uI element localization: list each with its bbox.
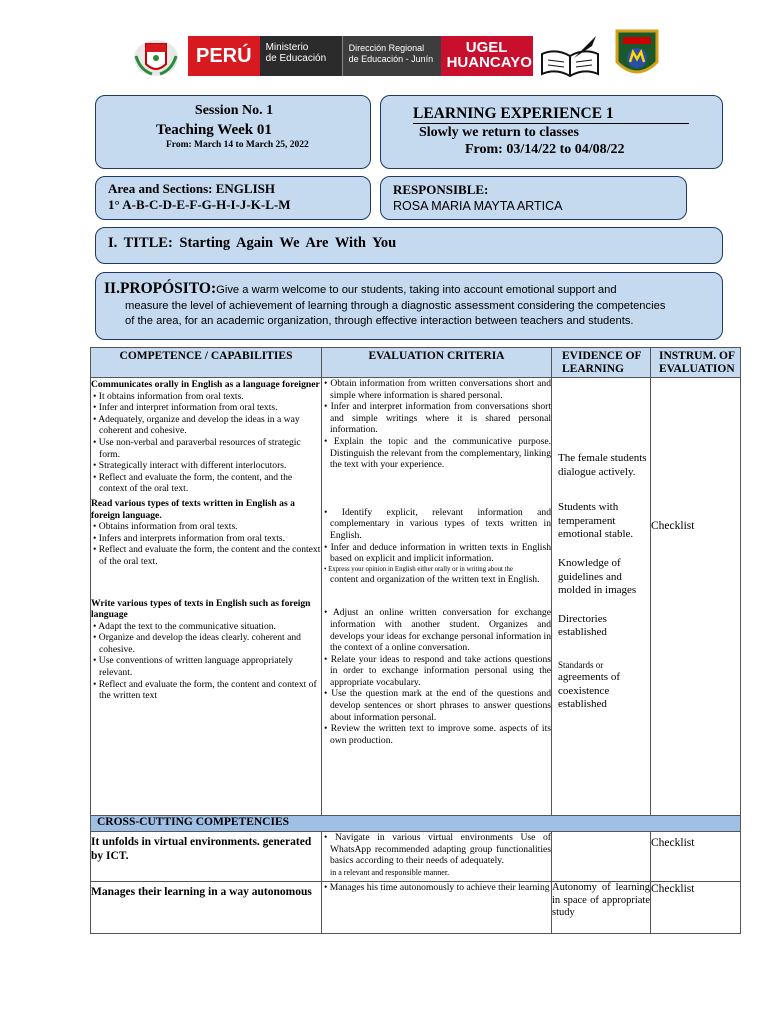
list-item: • Review the written text to improve some. aspects of its own production. bbox=[324, 723, 551, 746]
competence-1-title: Communicates orally in English as a language foreigner bbox=[91, 379, 320, 390]
list-item: • Express your opinion in English either orally or in writing about the bbox=[324, 565, 513, 573]
session-box bbox=[95, 95, 371, 169]
ugel-label: UGEL HUANCAYO bbox=[441, 36, 533, 76]
cross-row-2 bbox=[91, 882, 741, 934]
criteria-cell bbox=[322, 378, 552, 816]
evidence-3: Knowledge of guidelines and molded in images bbox=[558, 556, 637, 597]
evidence-cell bbox=[552, 378, 651, 816]
header-evidence: EVIDENCE OF LEARNING bbox=[552, 348, 651, 378]
session-dates: From: March 14 to March 25, 2022 bbox=[166, 140, 309, 150]
cross-row-1 bbox=[91, 832, 741, 882]
list-item: • Infer and interpret information from conversations short and simple writings where it is shared personal information. bbox=[324, 401, 552, 436]
cross-cutting-title: CROSS-CUTTING COMPETENCIES bbox=[91, 816, 322, 832]
list-item: • Reflect and evaluate the form, the content, and the context of the oral text. bbox=[93, 471, 293, 495]
list-item: • Identify explicit, relevant information and complementary in various types of texts written in English. bbox=[324, 506, 551, 541]
page-title: I. TITLE: Starting Again We Are With You bbox=[108, 235, 397, 251]
purpose-label: II.PROPÓSITO: bbox=[104, 280, 217, 297]
purpose-text-2: measure the level of achievement of learning through a diagnostic assessment considering the competencies bbox=[125, 300, 666, 312]
evidence-6: agreements of coexistence established bbox=[558, 670, 620, 711]
purpose-text-1: Give a warm welcome to our students, taking into account emotional support and bbox=[216, 284, 617, 296]
competence-3-title: Write various types of texts in English such as foreign language bbox=[91, 597, 311, 621]
competence-cell bbox=[91, 378, 322, 816]
list-item: • Reflect and evaluate the form, the content and context of the written text bbox=[93, 678, 317, 702]
purpose-line-1 bbox=[104, 280, 617, 298]
cross-2-criteria-text: Manages his time autonomously to achieve their learning bbox=[329, 882, 550, 893]
evidence-4: Directories established bbox=[558, 612, 607, 639]
book-quill-icon bbox=[538, 34, 602, 80]
experience-dates: From: 03/14/22 to 04/08/22 bbox=[465, 142, 625, 157]
competence-table bbox=[90, 347, 741, 934]
area-line-1: Area and Sections: ENGLISH bbox=[108, 181, 275, 196]
purpose-box bbox=[95, 272, 723, 340]
experience-title: LEARNING EXPERIENCE 1 bbox=[413, 105, 689, 124]
header-instrument: INSTRUM. OF EVALUATION bbox=[651, 348, 741, 378]
direccion-regional-label: Dirección Regional de Educación - Junín bbox=[342, 36, 441, 76]
peru-coat-of-arms-icon bbox=[132, 36, 180, 78]
list-item: • Infer and deduce information in written texts in English based on explicit and implicit information. bbox=[324, 541, 552, 565]
header-competence: COMPETENCE / CAPABILITIES bbox=[91, 348, 322, 378]
instrument-cell bbox=[651, 378, 741, 816]
list-item: • Obtain information from written conversations short and simple where information is shared personal. bbox=[324, 378, 551, 401]
purpose-text-3: of the area, for an academic organization, through effective interaction between teachers and students. bbox=[125, 315, 634, 327]
session-number: Session No. 1 bbox=[194, 103, 274, 118]
cross-1-evidence bbox=[552, 832, 651, 882]
list-item: • Infer and interpret information from oral texts. bbox=[93, 402, 278, 414]
evidence-5: Standards or bbox=[558, 659, 604, 670]
learning-experience-box bbox=[380, 95, 723, 169]
instrument-label: Checklist bbox=[651, 520, 695, 532]
list-item: • Relate your ideas to respond and take actions questions in order to exchange information personal using the appropriate vocabulary. bbox=[324, 653, 551, 688]
criteria-continuation: content and organization of the written text in English. bbox=[330, 573, 540, 585]
list-item: • Strategically interact with different interlocutors. bbox=[93, 460, 287, 472]
header-criteria: EVALUATION CRITERIA bbox=[322, 348, 552, 378]
list-item: • Adequately, organize and develop the ideas in a way coherent and cohesive. bbox=[93, 413, 300, 437]
list-item: • Explain the topic and the communicative purpose. Distinguish the relevant from the complementary, linking the text with your experience. bbox=[324, 435, 552, 471]
evidence-1: The female students dialogue actively. bbox=[558, 452, 647, 478]
cross-2-criteria: • Manages his time autonomously to achieve their learning bbox=[322, 882, 552, 934]
cross-2-evidence: Autonomy of learning in space of appropriate study bbox=[552, 882, 651, 934]
experience-subtitle: Slowly we return to classes bbox=[419, 125, 579, 140]
area-line-2: 1° A-B-C-D-E-F-G-H-I-J-K-L-M bbox=[108, 197, 291, 212]
cross-1-competence: It unfolds in virtual environments. generated by ICT. bbox=[91, 832, 322, 882]
list-item: • Organize and develop the ideas clearly. coherent and cohesive. bbox=[93, 632, 301, 655]
evidence-2: Students with temperament emotional stable. bbox=[558, 501, 634, 541]
cross-1-criteria-text: Navigate in various virtual environments Use of WhatsApp recommended adapting group functionalities basics according to their needs of adequately. bbox=[330, 832, 551, 867]
list-item: • Adjust an online written conversation for exchange information with another student. Organizes and develops your ideas for exchange personal information in the context of a online conversation. bbox=[324, 607, 551, 654]
title-box bbox=[95, 227, 723, 264]
government-banner bbox=[188, 36, 560, 76]
cross-2-competence: Manages their learning in a way autonomous bbox=[91, 882, 322, 934]
peru-label: PERÚ bbox=[188, 36, 260, 76]
cross-2-instrument: Checklist bbox=[651, 882, 741, 934]
list-item: • Adapt the text to the communicative situation. bbox=[93, 620, 276, 632]
table-header-row bbox=[91, 348, 741, 378]
logo-bar bbox=[128, 34, 658, 84]
list-item: • Use non-verbal and paraverbal resources of strategic form. bbox=[93, 436, 301, 460]
area-box bbox=[95, 176, 371, 220]
list-item: • Use the question mark at the end of the questions and develop sentences or short phrases to answer questions about information personal. bbox=[324, 688, 552, 723]
competence-2-title: Read various types of texts written in English as a foreign language. bbox=[91, 497, 295, 521]
responsible-label: RESPONSIBLE: bbox=[393, 182, 489, 197]
list-item: • Reflect and evaluate the form, the content and the context of the oral text. bbox=[93, 544, 321, 567]
cross-1-criteria-small: in a relevant and responsible manner. bbox=[330, 867, 450, 877]
table-row-competences bbox=[91, 378, 741, 816]
responsible-name: ROSA MARIA MAYTA ARTICA bbox=[393, 199, 563, 213]
cross-1-instrument: Checklist bbox=[651, 832, 741, 882]
ministerio-label: Ministerio de Educación bbox=[260, 36, 342, 76]
list-item: • Obtains information from oral texts. bbox=[93, 521, 238, 533]
responsible-box bbox=[380, 176, 687, 220]
list-item: • Infers and interprets information from oral texts. bbox=[93, 532, 285, 544]
teaching-week: Teaching Week 01 bbox=[156, 122, 272, 138]
cross-cutting-header-row bbox=[91, 816, 741, 832]
school-shield-icon bbox=[614, 28, 660, 82]
list-item: • It obtains information from oral texts. bbox=[93, 390, 244, 402]
list-item: • Use conventions of written language appropriately relevant. bbox=[93, 655, 293, 679]
cross-1-criteria: • Navigate in various virtual environments Use of WhatsApp recommended adapting group functionalities basics according to their needs of adequately. in a relevant and responsible manner. bbox=[322, 832, 552, 882]
